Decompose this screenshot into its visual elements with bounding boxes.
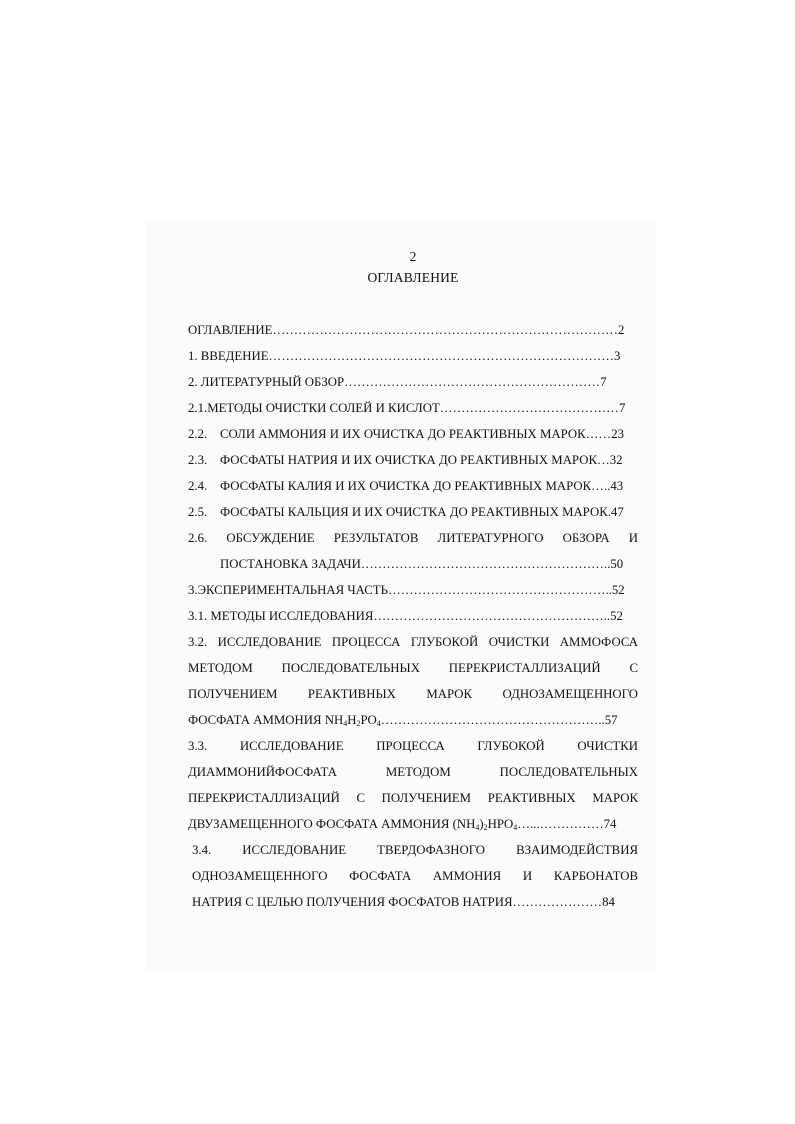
toc-entry-3-3-line-2[interactable]: ДИАММОНИЙФОСФАТА МЕТОДОМ ПОСЛЕДОВАТЕЛЬНЫХ bbox=[188, 765, 638, 779]
toc-entry-contents[interactable]: ОГЛАВЛЕНИЕ………………………………………………………………………2 bbox=[188, 323, 625, 337]
toc-number: 2.5. bbox=[188, 505, 208, 519]
toc-text: ФОСФАТЫ КАЛЬЦИЯ И ИХ ОЧИСТКА ДО РЕАКТИВНЫХ МАРОК.47 bbox=[220, 505, 624, 519]
toc-number: 2.4. bbox=[188, 479, 208, 493]
toc-entry-3-2-line-3[interactable]: ПОЛУЧЕНИЕМ РЕАКТИВНЫХ МАРОК ОДНОЗАМЕЩЕННОГО bbox=[188, 687, 638, 701]
toc-entry-3-2[interactable]: 3.2. ИССЛЕДОВАНИЕ ПРОЦЕССА ГЛУБОКОЙ ОЧИСТКИ АММОФОСА bbox=[188, 635, 638, 649]
toc-entry-introduction[interactable]: 1. ВВЕДЕНИЕ………………………………………………………………………3 bbox=[188, 349, 621, 363]
toc-text: H bbox=[347, 713, 357, 727]
subscript: 4 bbox=[475, 823, 480, 832]
toc-text: ФОСФАТЫ КАЛИЯ И ИХ ОЧИСТКА ДО РЕАКТИВНЫХ МАРОК…..43 bbox=[220, 479, 624, 493]
toc-entry-2-1[interactable]: 2.1.МЕТОДЫ ОЧИСТКИ СОЛЕЙ И КИСЛОТ……………………………………7 bbox=[188, 401, 626, 415]
toc-entry-3-4[interactable]: 3.4. ИССЛЕДОВАНИЕ ТВЕРДОФАЗНОГО ВЗАИМОДЕЙСТВИЯ bbox=[192, 843, 638, 857]
toc-entry-3-3[interactable]: 3.3. ИССЛЕДОВАНИЕ ПРОЦЕССА ГЛУБОКОЙ ОЧИСТКИ bbox=[188, 739, 638, 753]
page-title: ОГЛАВЛЕНИЕ bbox=[367, 270, 459, 285]
toc-text: HPO bbox=[487, 817, 514, 831]
toc-leader: ……………………………………………..57 bbox=[380, 713, 618, 727]
toc-entry-2-4[interactable] bbox=[188, 476, 638, 502]
toc-entry-3-3-line-3[interactable]: ПЕРЕКРИСТАЛЛИЗАЦИЙ С ПОЛУЧЕНИЕМ РЕАКТИВНЫХ МАРОК bbox=[188, 791, 638, 805]
toc-entry-3-4-line-3[interactable]: НАТРИЯ С ЦЕЛЬЮ ПОЛУЧЕНИЯ ФОСФАТОВ НАТРИЯ…………………84 bbox=[192, 895, 615, 909]
toc-entry-2-2[interactable] bbox=[188, 424, 638, 450]
toc-text: ) bbox=[479, 817, 484, 831]
toc-entry-2-5[interactable] bbox=[188, 502, 638, 528]
toc-entry-experimental-part[interactable]: 3.ЭКСПЕРИМЕНТАЛЬНАЯ ЧАСТЬ……………………………………………..52 bbox=[188, 583, 625, 597]
subscript: 2 bbox=[483, 823, 488, 832]
page-number: 2 bbox=[409, 249, 417, 264]
toc-number: 2.3. bbox=[188, 453, 208, 467]
toc-text: ФОСФАТЫ НАТРИЯ И ИХ ОЧИСТКА ДО РЕАКТИВНЫХ МАРОК…32 bbox=[220, 453, 623, 467]
toc-entry-literature-review[interactable]: 2. ЛИТЕРАТУРНЫЙ ОБЗОР……………………………………………………7 bbox=[188, 375, 607, 389]
toc-entry-2-6[interactable]: 2.6. ОБСУЖДЕНИЕ РЕЗУЛЬТАТОВ ЛИТЕРАТУРНОГО ОБЗОРА И bbox=[188, 531, 638, 545]
toc-entry-3-3-line-4[interactable] bbox=[188, 814, 638, 840]
toc-entry-3-2-line-2[interactable]: МЕТОДОМ ПОСЛЕДОВАТЕЛЬНЫХ ПЕРЕКРИСТАЛЛИЗАЦИЙ С bbox=[188, 661, 638, 675]
toc-entry-3-4-line-2[interactable]: ОДНОЗАМЕЩЕННОГО ФОСФАТА АММОНИЯ И КАРБОНАТОВ bbox=[192, 869, 638, 883]
subscript: 4 bbox=[376, 719, 381, 728]
subscript: 2 bbox=[356, 719, 361, 728]
toc-entry-3-1[interactable]: 3.1. МЕТОДЫ ИССЛЕДОВАНИЯ………………………………………………..52 bbox=[188, 609, 623, 623]
table-of-contents bbox=[188, 320, 638, 918]
subscript: 4 bbox=[343, 719, 348, 728]
toc-leader: …...……………74 bbox=[517, 817, 617, 831]
toc-number: 2.2. bbox=[188, 427, 208, 441]
toc-text: ДВУЗАМЕЩЕННОГО ФОСФАТА АММОНИЯ (NH bbox=[188, 817, 476, 831]
toc-text: СОЛИ АММОНИЯ И ИХ ОЧИСТКА ДО РЕАКТИВНЫХ МАРОК……23 bbox=[220, 427, 625, 441]
toc-entry-2-3[interactable] bbox=[188, 450, 638, 476]
subscript: 4 bbox=[513, 823, 518, 832]
toc-entry-3-2-line-4[interactable] bbox=[188, 710, 638, 736]
toc-text: ФОСФАТА АММОНИЯ NH bbox=[188, 713, 344, 727]
toc-entry-2-6-continued[interactable]: ПОСТАНОВКА ЗАДАЧИ…………………………………………………..50 bbox=[220, 557, 624, 571]
toc-text: PO bbox=[360, 713, 377, 727]
